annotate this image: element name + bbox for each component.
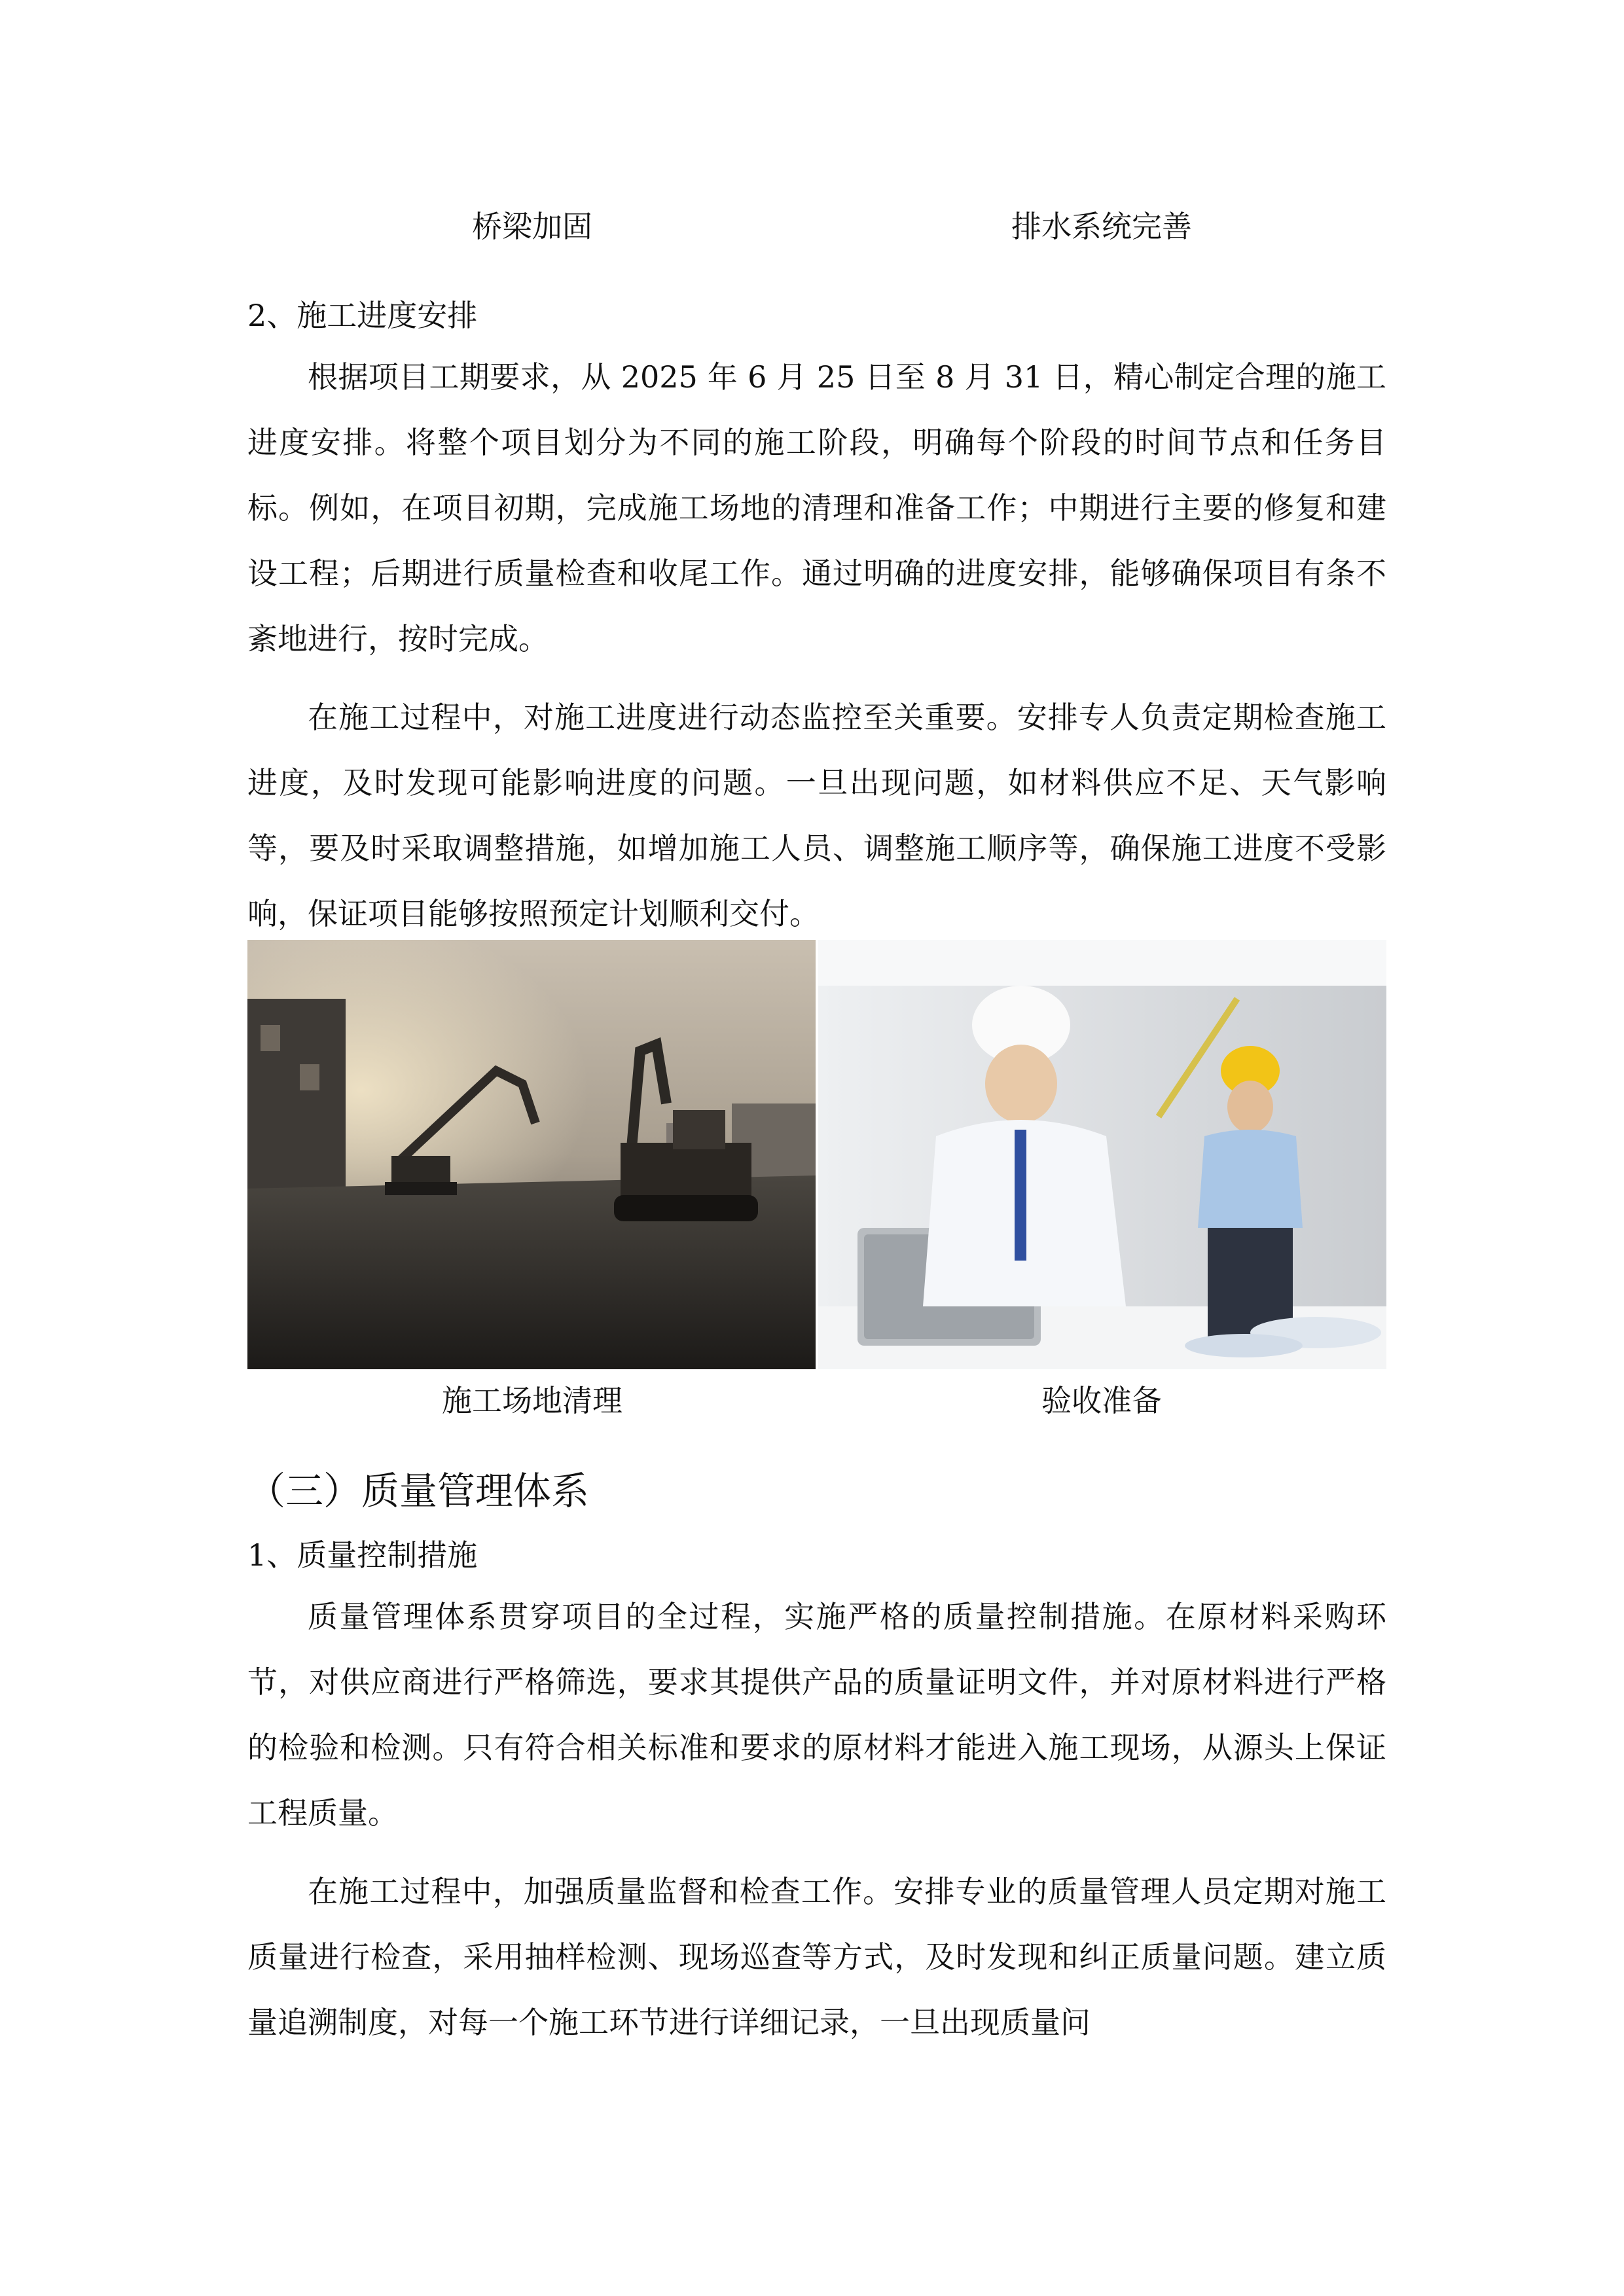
quality-control-heading: 1、质量控制措施	[247, 1537, 478, 1573]
caption-site-clearing: 施工场地清理	[442, 1383, 623, 1418]
top-caption-row	[247, 207, 1386, 246]
photo-caption-row	[247, 1381, 1386, 1420]
acceptance-prep-photo	[818, 940, 1386, 1369]
site-clearing-photo	[247, 940, 816, 1369]
schedule-paragraph-1: 根据项目工期要求，从 2025 年 6 月 25 日至 8 月 31 日，精心制定合理的施工进度安排。将整个项目划分为不同的施工阶段，明确每个阶段的时间节点和任务目标。例如，在项目初期，完成施工场地的清理和准备工作；中期进行主要的修复和建设工程；后期进行质量检查和收尾工作。通过明确的进度安排，能够确保项目有条不紊地进行，按时完成。	[247, 359, 1386, 656]
schedule-paragraph-2: 在施工过程中，对施工进度进行动态监控至关重要。安排专人负责定期检查施工进度，及时发现可能影响进度的问题。一旦出现问题，如材料供应不足、天气影响等，要及时采取调整措施，如增加施工人员、调整施工顺序等，确保施工进度不受影响，保证项目能够按照预定计划顺利交付。	[247, 700, 1386, 931]
quality-section-heading: （三）质量管理体系	[247, 1469, 590, 1513]
caption-acceptance-prep: 验收准备	[1041, 1383, 1162, 1418]
caption-bridge-reinforcement: 桥梁加固	[472, 209, 592, 244]
caption-drainage-improvement: 排水系统完善	[1011, 209, 1192, 244]
photo-row	[247, 940, 1386, 1369]
schedule-heading: 2、施工进度安排	[247, 298, 478, 333]
quality-paragraph-2: 在施工过程中，加强质量监督和检查工作。安排专业的质量管理人员定期对施工质量进行检查，采用抽样检测、现场巡查等方式，及时发现和纠正质量问题。建立质量追溯制度，对每一个施工环节进行详细记录，一旦出现质量问	[247, 1874, 1386, 2040]
quality-paragraph-1: 质量管理体系贯穿项目的全过程，实施严格的质量控制措施。在原材料采购环节，对供应商进行严格筛选，要求其提供产品的质量证明文件，并对原材料进行严格的检验和检测。只有符合相关标准和要求的原材料才能进入施工现场，从源头上保证工程质量。	[247, 1599, 1386, 1831]
